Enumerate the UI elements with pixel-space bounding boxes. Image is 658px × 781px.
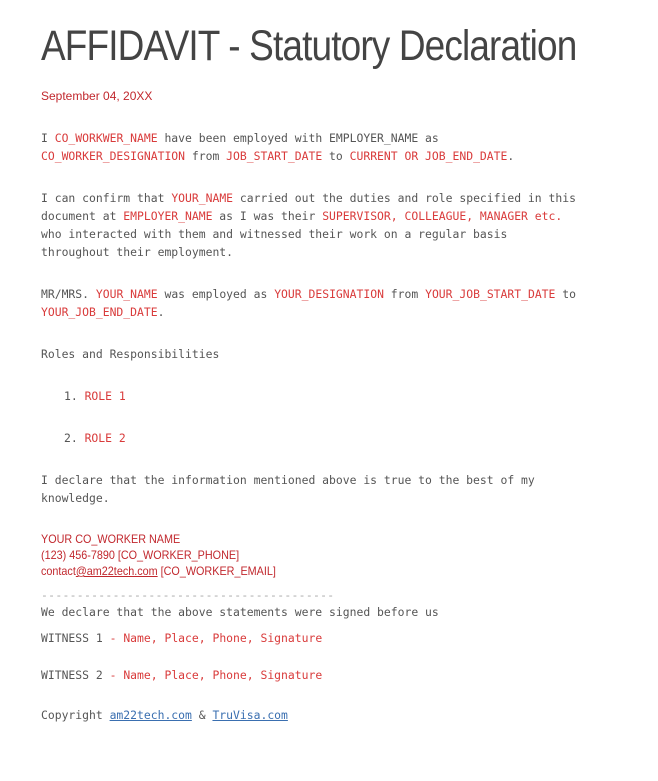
text: knowledge. bbox=[41, 491, 110, 505]
text: I bbox=[41, 131, 55, 145]
placeholder-job-end-date: CURRENT OR JOB_END_DATE bbox=[349, 149, 508, 163]
text: was employed as bbox=[157, 287, 275, 301]
placeholder-your-name: YOUR_NAME bbox=[171, 191, 234, 205]
coworker-phone: (123) 456-7890 [CO_WORKER_PHONE] bbox=[41, 548, 240, 562]
text: - bbox=[102, 668, 124, 682]
text: from bbox=[185, 149, 227, 163]
text: [CO_WORKER_EMAIL] bbox=[157, 564, 276, 578]
text: who interacted with them and witnessed their work on a regular basis bbox=[41, 227, 508, 241]
email-link[interactable]: @am22tech.com bbox=[75, 564, 158, 578]
witness-line bbox=[41, 629, 322, 647]
paragraph-designation bbox=[41, 285, 576, 321]
placeholder-witness-detail: Name, Place, Phone, Signature bbox=[123, 668, 323, 682]
placeholder-coworker-name: CO_WORKWER_NAME bbox=[54, 131, 158, 145]
text: have been employed with EMPLOYER_NAME as bbox=[157, 131, 439, 145]
text: to bbox=[322, 149, 350, 163]
text: carried out the duties and role specified in this bbox=[233, 191, 576, 205]
divider: ----------------------------------------- bbox=[41, 588, 335, 602]
placeholder-relationship: SUPERVISOR, COLLEAGUE, MANAGER etc. bbox=[322, 209, 563, 223]
paragraph-employment bbox=[41, 129, 514, 165]
text: I declare that the information mentioned above is true to the best of my bbox=[41, 473, 535, 487]
text: - bbox=[102, 631, 124, 645]
text: throughout their employment. bbox=[41, 245, 234, 259]
list-number: 2. bbox=[64, 431, 85, 445]
paragraph-confirmation bbox=[41, 189, 576, 261]
paragraph-declaration bbox=[41, 471, 535, 507]
text: from bbox=[383, 287, 426, 301]
placeholder-coworker-designation: CO_WORKER_DESIGNATION bbox=[41, 149, 186, 163]
text: & bbox=[191, 708, 213, 722]
page-title: AFFIDAVIT - Statutory Declaration bbox=[41, 22, 577, 70]
placeholder-your-job-start-date: YOUR_JOB_START_DATE bbox=[425, 287, 556, 301]
placeholder-witness-detail: Name, Place, Phone, Signature bbox=[123, 631, 323, 645]
coworker-name: YOUR CO_WORKER NAME bbox=[41, 532, 181, 546]
text: as I was their bbox=[212, 209, 323, 223]
roles-heading: Roles and Responsibilities bbox=[41, 347, 220, 361]
placeholder-your-job-end-date: YOUR_JOB_END_DATE bbox=[41, 305, 158, 319]
list-item bbox=[64, 429, 126, 447]
placeholder-role: ROLE 2 bbox=[84, 431, 126, 445]
text: . bbox=[507, 149, 515, 163]
list-item bbox=[64, 387, 126, 405]
witness-intro: We declare that the above statements were signed before us bbox=[41, 605, 439, 619]
text: contact bbox=[41, 564, 76, 578]
text: MR/MRS. bbox=[41, 287, 96, 301]
placeholder-role: ROLE 1 bbox=[84, 389, 126, 403]
witness-label: WITNESS 2 bbox=[41, 668, 103, 682]
witness-label: WITNESS 1 bbox=[41, 631, 103, 645]
text: I can confirm that bbox=[41, 191, 172, 205]
document-date: September 04, 20XX bbox=[41, 89, 153, 103]
text: document at bbox=[41, 209, 124, 223]
am22tech-link[interactable]: am22tech.com bbox=[109, 708, 192, 722]
text: . bbox=[157, 305, 165, 319]
text: Copyright bbox=[41, 708, 110, 722]
coworker-email bbox=[41, 563, 276, 579]
list-number: 1. bbox=[64, 389, 85, 403]
placeholder-your-name: YOUR_NAME bbox=[95, 287, 158, 301]
truvisa-link[interactable]: TruVisa.com bbox=[212, 708, 288, 722]
text: to bbox=[555, 287, 576, 301]
placeholder-job-start-date: JOB_START_DATE bbox=[226, 149, 323, 163]
placeholder-your-designation: YOUR_DESIGNATION bbox=[274, 287, 384, 301]
witness-line bbox=[41, 666, 322, 684]
placeholder-employer-name: EMPLOYER_NAME bbox=[123, 209, 213, 223]
copyright-footer bbox=[41, 706, 288, 724]
